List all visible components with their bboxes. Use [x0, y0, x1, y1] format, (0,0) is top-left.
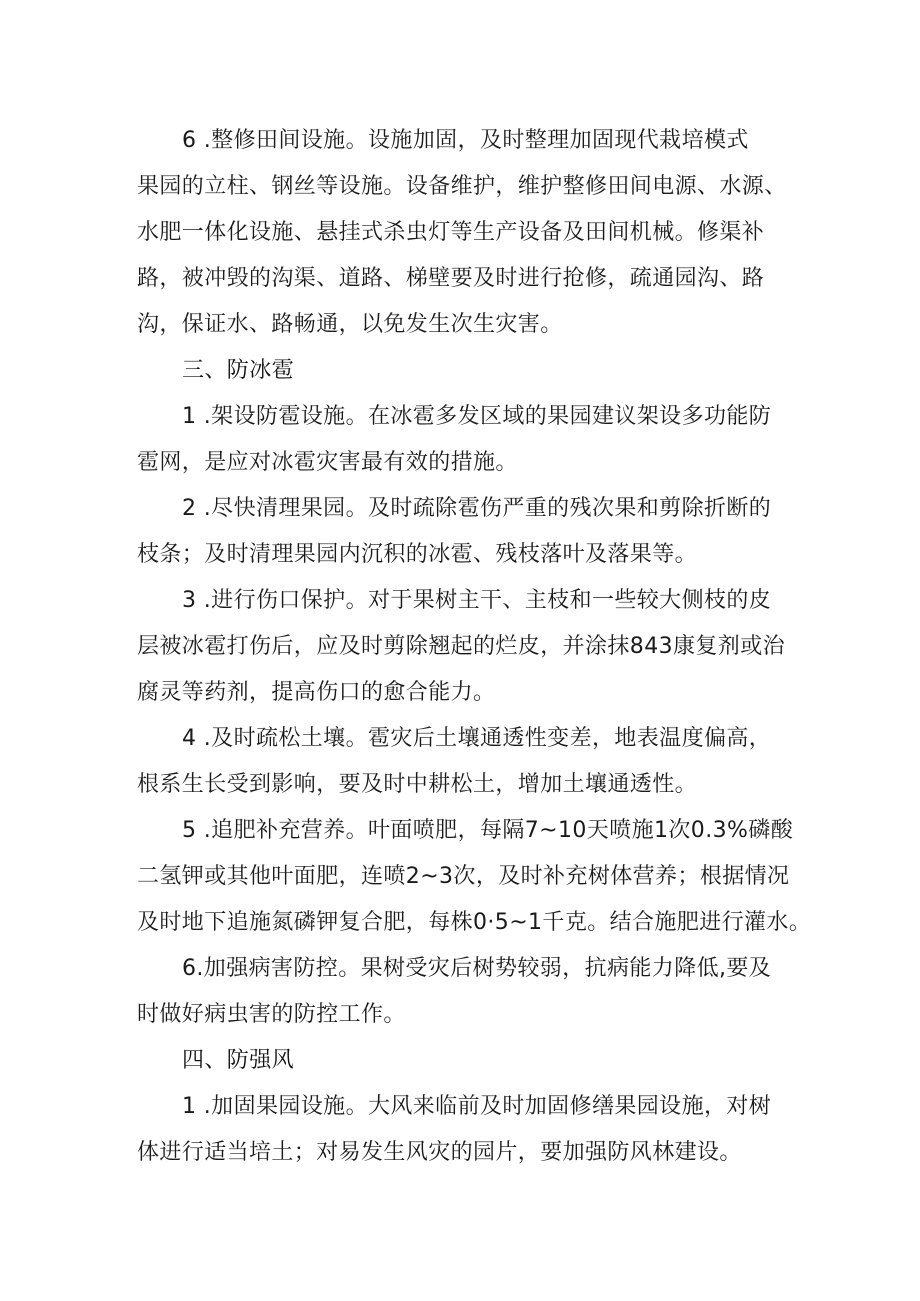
section-heading-wind: 四、防强风	[182, 1048, 295, 1073]
paragraph-line: 1 .架设防雹设施。在冰雹多发区域的果园建议架设多功能防	[182, 404, 772, 429]
paragraph-line: 时做好病虫害的防控工作。	[137, 1002, 406, 1027]
paragraph-line: 水肥一体化设施、悬挂式杀虫灯等生产设备及田间机械。修渠补	[137, 220, 765, 245]
paragraph-line: 2 .尽快清理果园。及时疏除雹伤严重的残次果和剪除折断的	[182, 496, 772, 521]
paragraph-line: 5 .追肥补充营养。叶面喷肥，每隔7~10天喷施1次0.3%磷酸	[182, 818, 794, 843]
paragraph-line: 及时地下追施氮磷钾复合肥，每株0·5~1千克。结合施肥进行灌水。	[137, 910, 812, 935]
paragraph-line: 6 .整修田间设施。设施加固，及时整理加固现代栽培模式	[182, 128, 749, 153]
paragraph-line: 雹网，是应对冰雹灾害最有效的措施。	[137, 450, 518, 475]
paragraph-line: 枝条；及时清理果园内沉积的冰雹、残枝落叶及落果等。	[137, 542, 698, 567]
paragraph-line: 根系生长受到影响，要及时中耕松土，增加土壤通透性。	[137, 772, 698, 797]
paragraph-line: 沟，保证水、路畅通，以免发生次生灾害。	[137, 312, 563, 337]
paragraph-line: 体进行适当培土；对易发生风灾的园片，要加强防风林建设。	[137, 1140, 742, 1165]
paragraph-line: 4 .及时疏松土壤。雹灾后土壤通透性变差，地表温度偏高，	[182, 726, 772, 751]
paragraph-line: 果园的立柱、钢丝等设施。设备维护，维护整修田间电源、水源、	[137, 174, 787, 199]
paragraph-line: 1 .加固果园设施。大风来临前及时加固修缮果园设施，对树	[182, 1094, 772, 1119]
paragraph-line: 6.加强病害防控。果树受灾后树势较弱，抗病能力降低,要及	[182, 956, 772, 981]
paragraph-line: 3 .进行伤口保护。对于果树主干、主枝和一些较大侧枝的皮	[182, 588, 772, 613]
paragraph-line: 二氢钾或其他叶面肥，连喷2~3次，及时补充树体营养；根据情况	[137, 864, 790, 889]
paragraph-line: 路，被冲毁的沟渠、道路、梯壁要及时进行抢修，疏通园沟、路	[137, 266, 765, 291]
paragraph-line: 腐灵等药剂，提高伤口的愈合能力。	[137, 680, 496, 705]
section-heading-hail: 三、防冰雹	[182, 358, 295, 383]
paragraph-line: 层被冰雹打伤后，应及时剪除翘起的烂皮，并涂抹843康复剂或治	[137, 634, 785, 659]
document-body	[137, 118, 812, 1176]
